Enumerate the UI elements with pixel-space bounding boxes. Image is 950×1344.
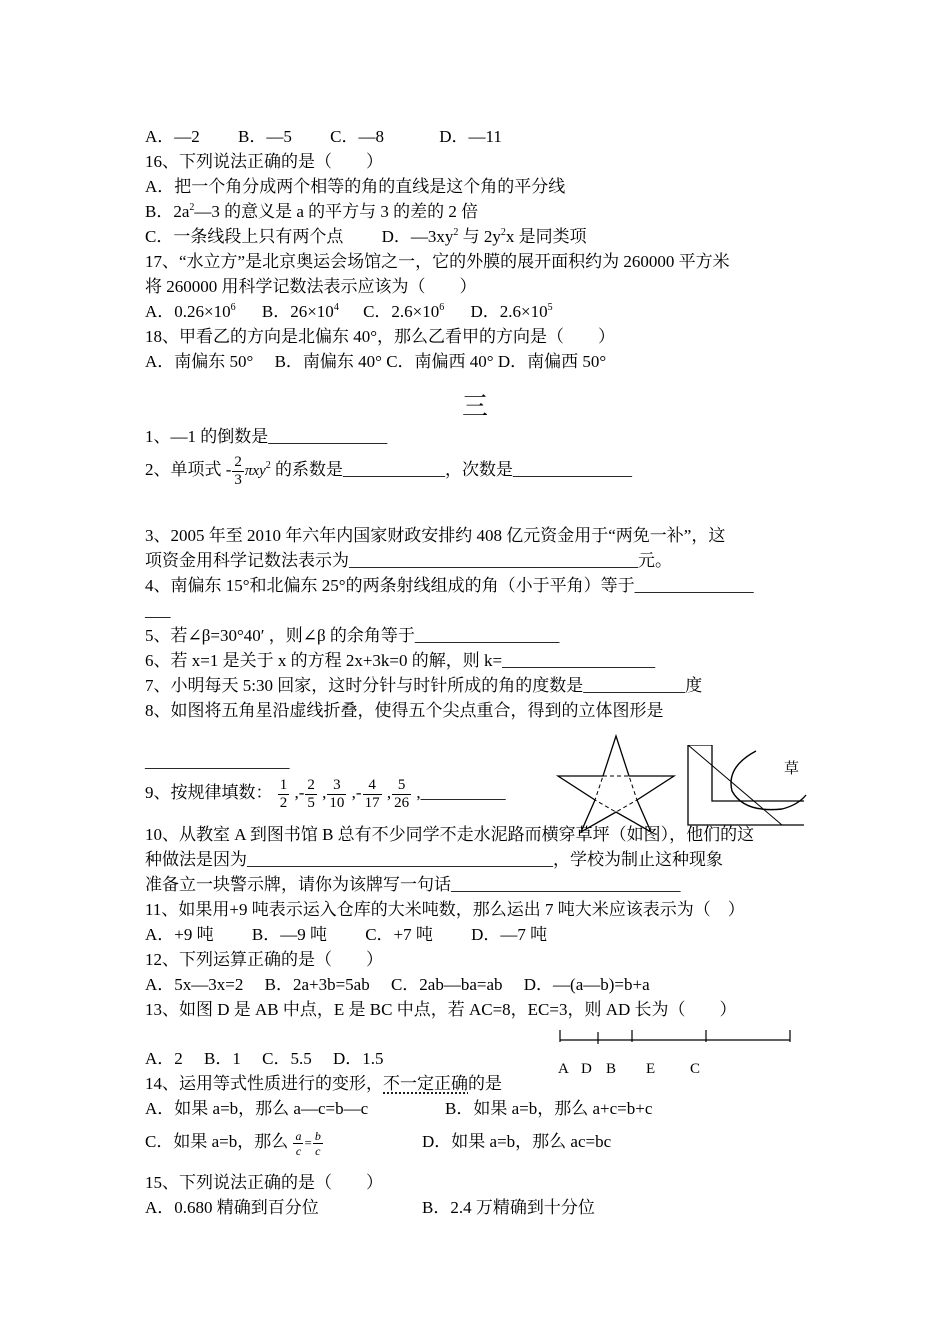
label-b: B bbox=[606, 1061, 617, 1077]
grass-label: 草 bbox=[784, 761, 800, 777]
q14-c-fraction-1 bbox=[293, 1129, 303, 1158]
q17-stem-2: 将 260000 用科学记数法表示应该为（ ） bbox=[145, 277, 477, 296]
fill-2-den: 3 bbox=[234, 471, 242, 488]
fill-6: 6、若 x=1 是关于 x 的方程 2x+3k=0 的解，则 k=__________________ bbox=[145, 651, 656, 670]
q14-stem bbox=[145, 1074, 502, 1094]
fill-5: 5、若∠β=30°40′ ，则∠β 的余角等于_________________ bbox=[145, 626, 560, 645]
q16-option-b bbox=[145, 202, 478, 225]
q16-b-sup: 2 bbox=[189, 202, 195, 213]
q11-options: A．+9 吨 B．—9 吨 C．+7 吨 D．—7 吨 bbox=[145, 925, 548, 944]
fill-9-post: ,__________ bbox=[416, 783, 506, 802]
q17-a: A．0.26×10 bbox=[145, 302, 231, 321]
fill-10-line-1: 10、从教室 A 到图书馆 B 总有不少同学不走水泥路而横穿草坪（如图），他们的这 bbox=[145, 825, 755, 844]
q14-stem-post: 的是 bbox=[468, 1074, 502, 1093]
q17-d-sup: 5 bbox=[547, 302, 553, 313]
q15-option-b: B．2.4 万精确到十分位 bbox=[422, 1198, 595, 1217]
q14-c-num-2: b bbox=[314, 1128, 321, 1143]
q17-c: C．2.6×10 bbox=[363, 302, 440, 321]
fill-9-den-5: 26 bbox=[394, 794, 410, 811]
q12-options: A．5x—3x=2 B．2a+3b=5ab C．2ab—ba=ab D．—(a—b)=b+a bbox=[145, 975, 650, 994]
q14-stem-emphasis: 不一定正确 bbox=[383, 1074, 468, 1093]
fill-9-sign-5: , bbox=[386, 783, 392, 802]
q16-option-a: A．把一个角分成两个相等的角的直线是这个角的平分线 bbox=[145, 177, 566, 196]
fill-4-line-1: 4、南偏东 15°和北偏东 25°的两条射线组成的角（小于平角）等于______________ bbox=[145, 576, 754, 595]
fill-8-line-2: _________________ bbox=[145, 752, 290, 771]
fill-9-num-5: 5 bbox=[392, 777, 411, 795]
fill-2-term: πxy bbox=[244, 463, 266, 479]
fill-2 bbox=[145, 452, 632, 491]
q14-stem-pre: 14、运用等式性质进行的变形， bbox=[145, 1074, 383, 1093]
q16-cd-sup2: 2 bbox=[500, 227, 506, 238]
q16-b-pre: B．2a bbox=[145, 202, 190, 221]
label-e: E bbox=[646, 1061, 656, 1077]
q14-c-fraction-2 bbox=[313, 1129, 323, 1158]
label-d: D bbox=[581, 1061, 592, 1077]
fill-9-den-4: 17 bbox=[364, 794, 380, 811]
q13-options: A．2 B．1 C．5.5 D．1.5 bbox=[145, 1049, 384, 1068]
q16-cd-post: x 是同类项 bbox=[505, 227, 587, 246]
label-a: A bbox=[558, 1061, 569, 1077]
q18-stem: 18、甲看乙的方向是北偏东 40°，那么乙看甲的方向是（ ） bbox=[145, 327, 616, 346]
q17-stem-1: 17、“水立方”是北京奥运会场馆之一，它的外膜的展开面积约为 260000 平方米 bbox=[145, 252, 730, 271]
q16-cd-sup1: 2 bbox=[453, 227, 459, 238]
q14-c-den-2: c bbox=[315, 1143, 321, 1158]
fill-2-pre: 2、单项式 - bbox=[145, 460, 232, 479]
q15-prev-options: A．—2 B．—5 C．—8 D．—11 bbox=[145, 127, 502, 146]
fill-9-den-1: 2 bbox=[279, 794, 288, 811]
fill-9-fraction-1 bbox=[278, 777, 290, 812]
q17-d: D．2.6×10 bbox=[470, 302, 548, 321]
q17-b: B．26×10 bbox=[261, 302, 334, 321]
q16-option-cd bbox=[145, 227, 587, 250]
star-fold-lines bbox=[595, 776, 637, 812]
fill-9-fraction-5 bbox=[392, 777, 411, 812]
segment-figure bbox=[556, 1024, 796, 1084]
fill-9-fraction-4 bbox=[363, 777, 382, 812]
fill-2-term-sup: 2 bbox=[265, 460, 271, 471]
q14-option-a: A．如果 a=b，那么 a—c=b—c bbox=[145, 1099, 369, 1118]
q14-c-pre: C．如果 a=b，那么 bbox=[145, 1132, 289, 1151]
section-title: 三 bbox=[462, 392, 489, 421]
q14-option-c bbox=[145, 1122, 324, 1163]
q14-option-d: D．如果 a=b，那么 ac=bc bbox=[422, 1132, 612, 1151]
fill-9-sign-2: ,- bbox=[294, 783, 305, 802]
fill-2-num: 2 bbox=[234, 453, 242, 470]
fill-9-den-3: 10 bbox=[329, 794, 345, 811]
fill-9-fraction-2 bbox=[305, 777, 317, 812]
fill-4-line-2: ___ bbox=[145, 601, 171, 620]
q16-cd-pre: C．一条线段上只有两个点 D．—3xy bbox=[145, 227, 454, 246]
fill-2-coef-fraction bbox=[232, 454, 244, 489]
q14-option-b: B．如果 a=b，那么 a+c=b+c bbox=[445, 1099, 653, 1118]
fill-9-den-2: 5 bbox=[307, 794, 315, 811]
q13-stem: 13、如图 D 是 AB 中点，E 是 BC 中点，若 AC=8，EC=3，则 AD 长为（ ） bbox=[145, 1000, 737, 1019]
star-outline bbox=[558, 736, 674, 832]
q17-c-sup: 6 bbox=[439, 302, 445, 313]
lawn-figure bbox=[686, 745, 808, 827]
fill-9-num-3: 3 bbox=[327, 777, 346, 795]
fill-10-line-3: 准备立一块警示牌，请你为该牌写一句话___________________________ bbox=[145, 875, 681, 894]
q18-options: A．南偏东 50° B．南偏东 40° C．南偏西 40° D．南偏西 50° bbox=[145, 352, 607, 371]
q14-c-num-1: a bbox=[295, 1128, 302, 1143]
q15-option-a: A．0.680 精确到百分位 bbox=[145, 1198, 319, 1217]
q17-a-sup: 6 bbox=[230, 302, 236, 313]
fill-9 bbox=[145, 775, 506, 812]
fill-9-num-4: 4 bbox=[363, 777, 382, 795]
q11-stem: 11、如果用+9 吨表示运入仓库的大米吨数，那么运出 7 吨大米应该表示为（ ） bbox=[145, 900, 745, 919]
q15-stem: 15、下列说法正确的是（ ） bbox=[145, 1173, 383, 1192]
fill-9-pre: 9、按规律填数： bbox=[145, 783, 273, 802]
fill-9-sign-3: , bbox=[322, 783, 327, 802]
q16-stem: 16、下列说法正确的是（ ） bbox=[145, 152, 383, 171]
fill-9-num-1: 1 bbox=[279, 776, 288, 793]
fill-9-num-2: 2 bbox=[307, 776, 315, 793]
q16-b-post: —3 的意义是 a 的平方与 3 的差的 2 倍 bbox=[194, 202, 479, 221]
fill-3-line-1: 3、2005 年至 2010 年六年内国家财政安排约 408 亿元资金用于“两免一补”，这 bbox=[145, 526, 726, 545]
q17-options bbox=[145, 302, 553, 325]
label-c: C bbox=[690, 1061, 701, 1077]
star-figure bbox=[556, 734, 676, 834]
q17-b-sup: 4 bbox=[333, 302, 339, 313]
fill-3-line-2: 项资金用科学记数法表示为__________________________________元。 bbox=[145, 551, 672, 570]
lawn-shortcut-line bbox=[688, 745, 782, 825]
fill-7: 7、小明每天 5:30 回家，这时分针与时针所成的角的度数是____________度 bbox=[145, 676, 703, 695]
q14-c-den-1: c bbox=[295, 1143, 302, 1158]
q12-stem: 12、下列运算正确的是（ ） bbox=[145, 950, 383, 969]
q16-cd-mid: 与 2y bbox=[458, 227, 501, 246]
fill-9-fraction-3 bbox=[327, 777, 346, 812]
fill-2-post: 的系数是____________，次数是______________ bbox=[270, 460, 633, 479]
fill-10-line-2: 种做法是因为____________________________________，学校为制止这种现象 bbox=[145, 850, 723, 869]
q14-c-equals: = bbox=[304, 1135, 312, 1150]
fill-1: 1、—1 的倒数是______________ bbox=[145, 427, 388, 446]
fill-8-line-1: 8、如图将五角星沿虚线折叠，使得五个尖点重合，得到的立体图形是 bbox=[145, 701, 664, 720]
fill-9-sign-4: ,- bbox=[351, 783, 362, 802]
